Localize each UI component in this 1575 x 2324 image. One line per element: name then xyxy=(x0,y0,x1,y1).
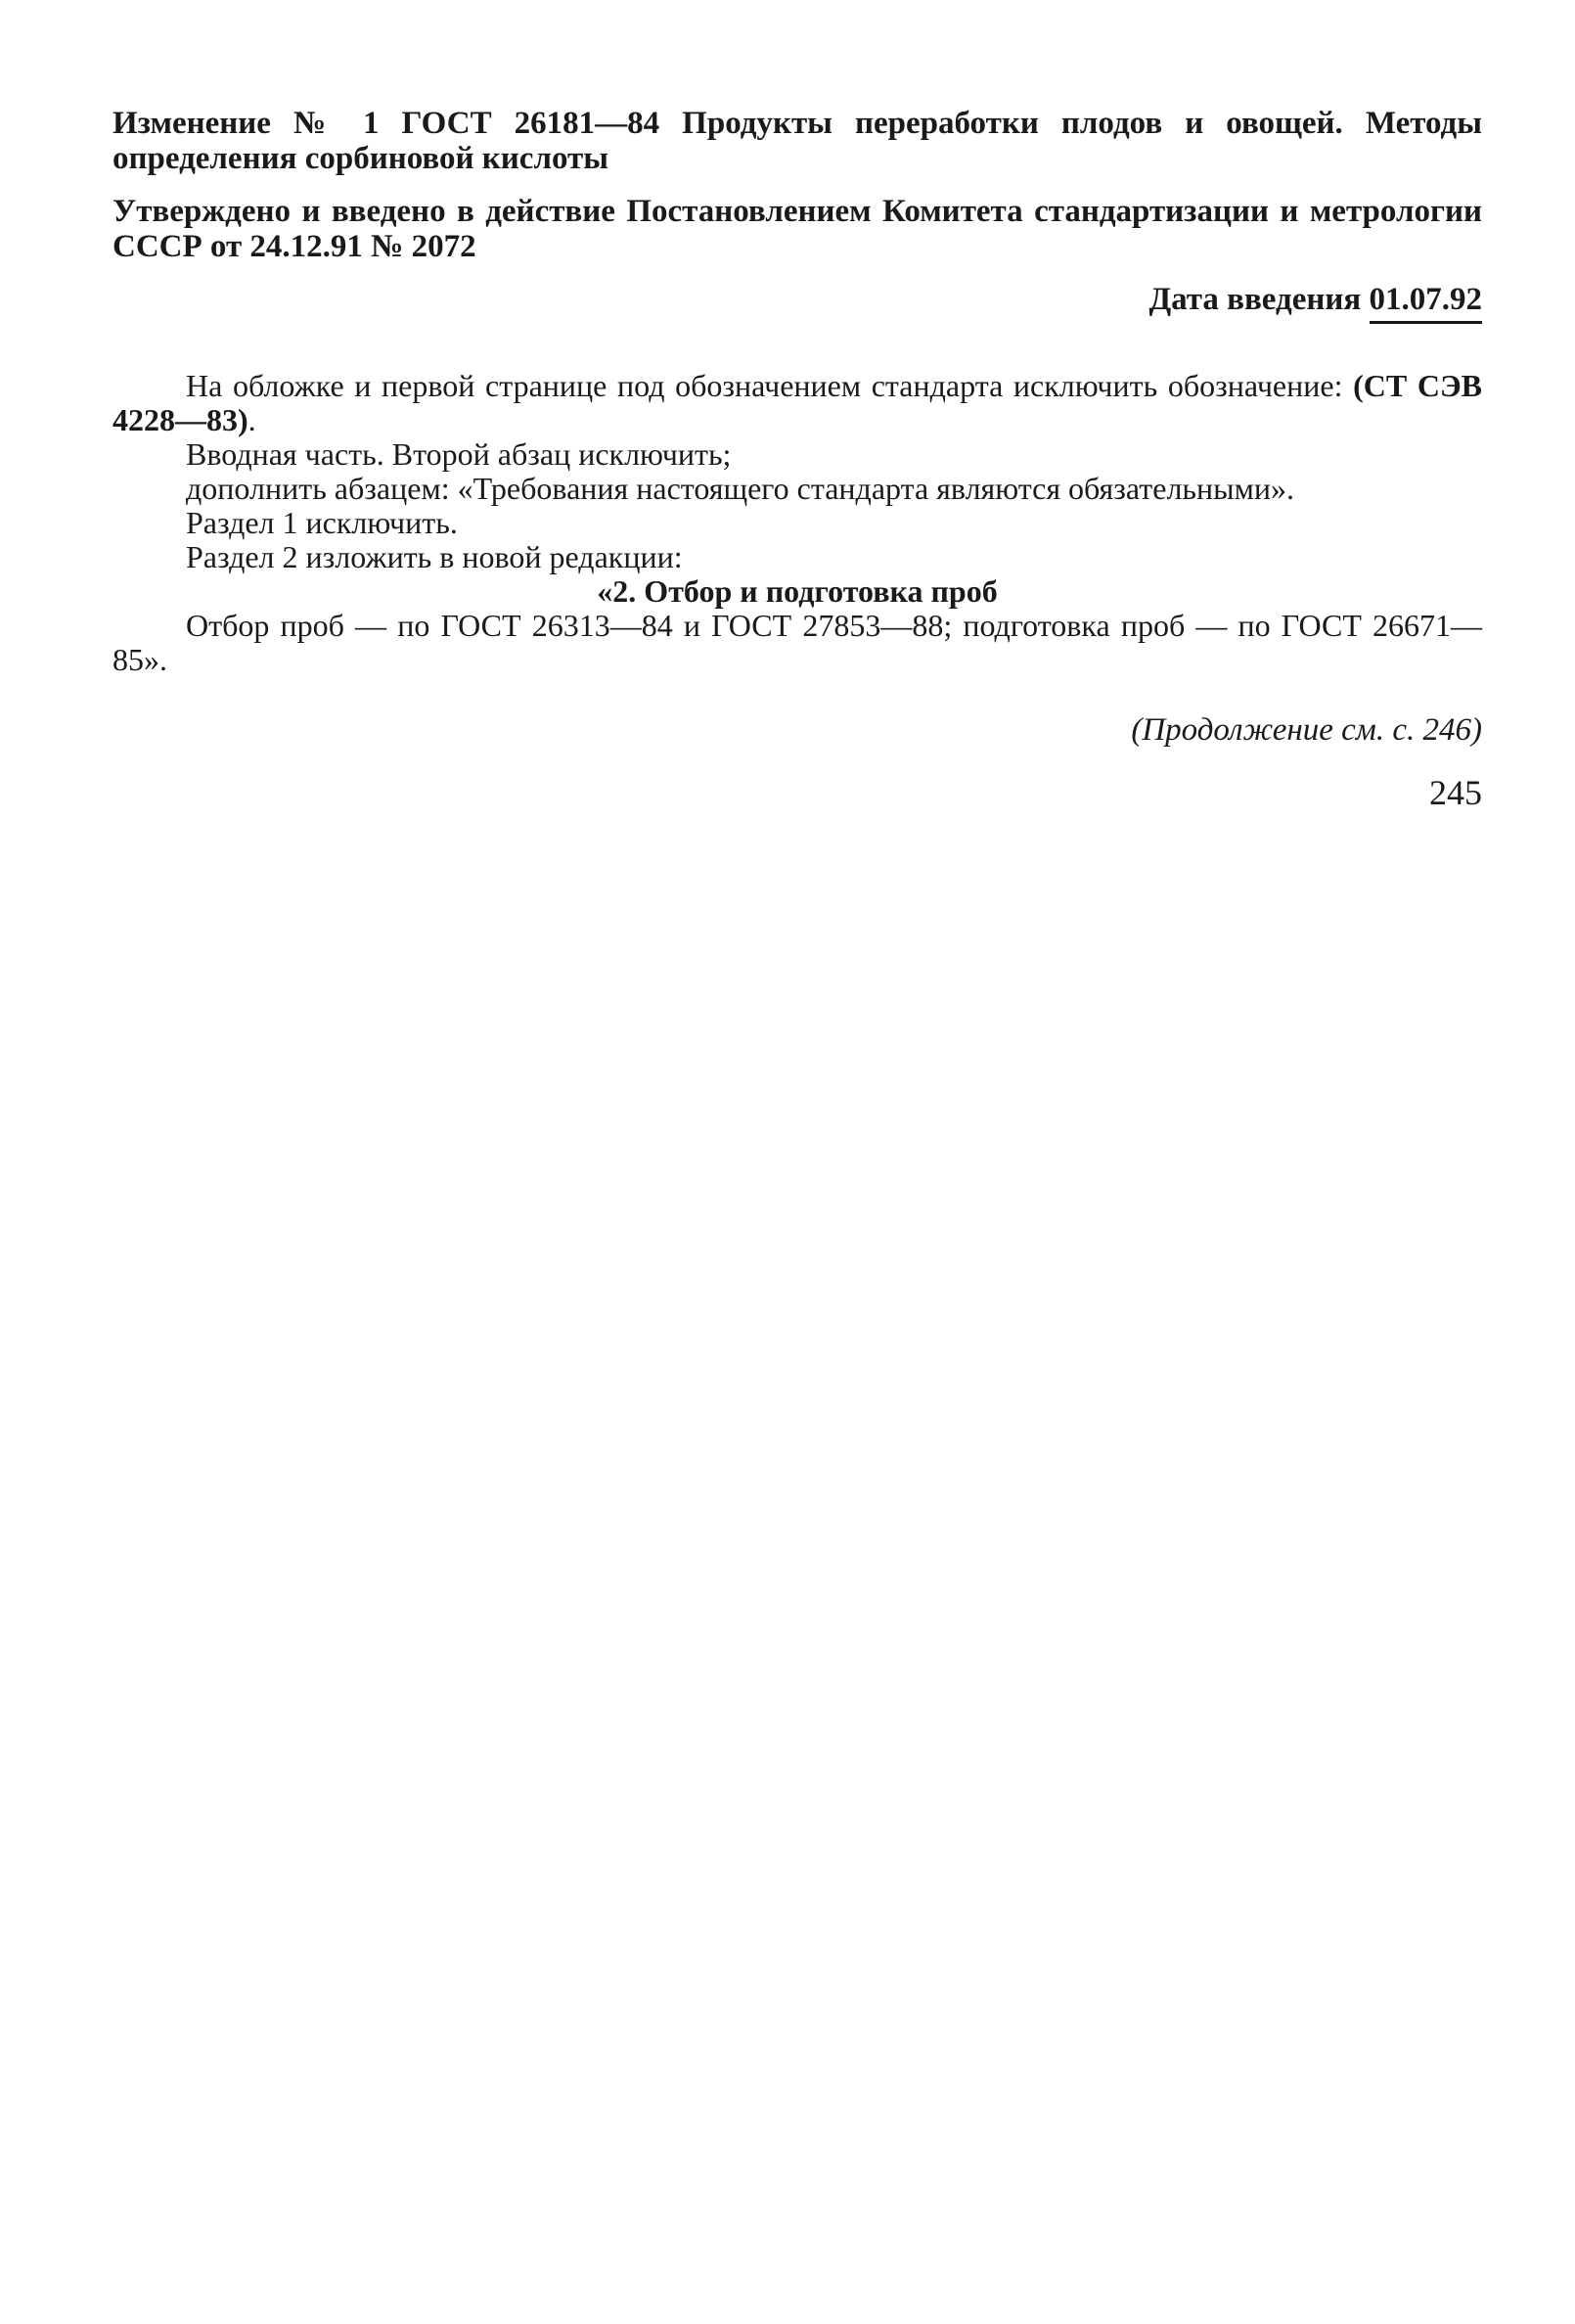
document-title: Изменение № 1 ГОСТ 26181—84 Продукты переработки плодов и овощей. Методы определения сорбиновой кислоты xyxy=(112,106,1482,176)
paragraph-cover-text: На обложке и первой странице под обозначением стандарта исключить обозначение: xyxy=(186,368,1354,403)
paragraph-addition: дополнить абзацем: «Требования настоящего стандарта являются обязательными». xyxy=(186,471,1295,506)
page-number: 245 xyxy=(1429,773,1482,812)
document-page xyxy=(112,106,1482,812)
paragraph-sampling: Отбор проб — по ГОСТ 26313—84 и ГОСТ 27853—88; подготовка проб — по ГОСТ 26671—85». xyxy=(112,608,1482,677)
effective-date-label: Дата введения xyxy=(1148,282,1362,317)
paragraph-cover xyxy=(112,369,1482,437)
amendment-body xyxy=(112,369,1482,677)
paragraph-intro: Вводная часть. Второй абзац исключить; xyxy=(186,436,732,472)
paragraph-section1: Раздел 1 исключить. xyxy=(186,505,458,540)
section-title: «2. Отбор и подготовка проб xyxy=(597,573,998,609)
effective-date-line xyxy=(112,282,1482,324)
approval-statement: Утверждено и введено в действие Постановлением Комитета стандартизации и метрологии СССР от 24.12.91 № 2072 xyxy=(112,194,1482,264)
effective-date-value: 01.07.92 xyxy=(1370,282,1483,324)
paragraph-cover-end: . xyxy=(248,402,256,437)
paragraph-section2: Раздел 2 изложить в новой редакции: xyxy=(186,539,683,574)
paragraph-cover-standard: (СТ СЭВ 4228—83) xyxy=(112,368,1483,437)
continued-note: (Продолжение см. с. 246) xyxy=(1131,712,1482,748)
